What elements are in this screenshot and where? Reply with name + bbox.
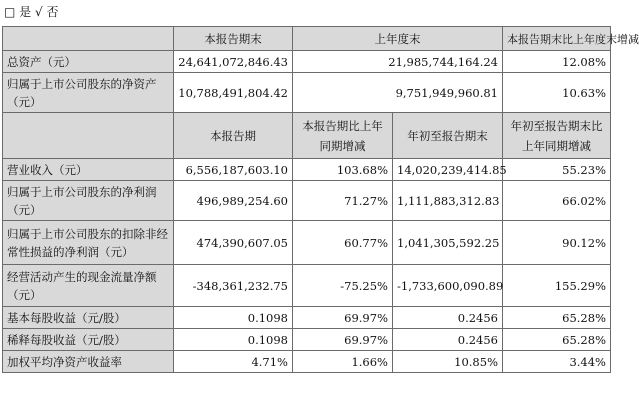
cell-value: 0.1098 <box>174 329 293 351</box>
cell-value: 496,989,254.60 <box>174 181 293 221</box>
cell-value: 3.44% <box>503 351 611 373</box>
cell-value: 60.77% <box>293 221 393 265</box>
row-label: 总资产（元） <box>3 51 174 73</box>
cell-value: 103.68% <box>293 159 393 181</box>
table-row <box>3 159 611 181</box>
table-row <box>3 307 611 329</box>
cell-value: 0.2456 <box>393 307 503 329</box>
checkbox-icon: □ <box>4 5 16 19</box>
table-row <box>3 73 611 113</box>
row-label: 归属于上市公司股东的净利润（元） <box>3 181 174 221</box>
cell-value: 14,020,239,414.85 <box>393 159 503 181</box>
cell-value: 66.02% <box>503 181 611 221</box>
t1-header-prior-year-end: 上年度末 <box>293 27 503 51</box>
cell-value: 4.71% <box>174 351 293 373</box>
cell-value: 10.63% <box>503 73 611 113</box>
cell-value: 6,556,187,603.10 <box>174 159 293 181</box>
cell-value: -348,361,232.75 <box>174 265 293 307</box>
cell-value: 474,390,607.05 <box>174 221 293 265</box>
table-row <box>3 51 611 73</box>
cell-value: 71.27% <box>293 181 393 221</box>
cell-value: 0.1098 <box>174 307 293 329</box>
cell-value: 1,041,305,592.25 <box>393 221 503 265</box>
row-label: 经营活动产生的现金流量净额（元） <box>3 265 174 307</box>
row-label: 归属于上市公司股东的净资产（元） <box>3 73 174 113</box>
t1-header-blank <box>3 27 174 51</box>
check-mark: √ <box>35 5 43 19</box>
cell-value: 69.97% <box>293 329 393 351</box>
t2-header-blank <box>3 113 174 159</box>
cell-value: 12.08% <box>503 51 611 73</box>
t2-header-current-period: 本报告期 <box>174 113 293 159</box>
cell-value: -75.25% <box>293 265 393 307</box>
cell-value: 65.28% <box>503 307 611 329</box>
t2-header-ytd: 年初至报告期末 <box>393 113 503 159</box>
t2-header-row <box>3 113 611 159</box>
cell-value: 9,751,949,960.81 <box>293 73 503 113</box>
yes-label: 是 <box>19 5 32 19</box>
cell-value: 55.23% <box>503 159 611 181</box>
t2-header-period-change: 本报告期比上年同期增减 <box>293 113 393 159</box>
cell-value: 1,111,883,312.83 <box>393 181 503 221</box>
cell-value: 1.66% <box>293 351 393 373</box>
cell-value: 155.29% <box>503 265 611 307</box>
row-label: 稀释每股收益（元/股） <box>3 329 174 351</box>
t2-header-ytd-change: 年初至报告期末比上年同期增减 <box>503 113 611 159</box>
no-label: 否 <box>46 5 59 19</box>
table-row <box>3 221 611 265</box>
row-label: 加权平均净资产收益率 <box>3 351 174 373</box>
table-row <box>3 265 611 307</box>
cell-value: -1,733,600,090.89 <box>393 265 503 307</box>
financial-table <box>2 26 639 373</box>
t1-header-current-end: 本报告期末 <box>174 27 293 51</box>
cell-value: 10,788,491,804.42 <box>174 73 293 113</box>
cell-value: 65.28% <box>503 329 611 351</box>
table-row <box>3 329 611 351</box>
t1-header-row <box>3 27 611 51</box>
row-label: 基本每股收益（元/股） <box>3 307 174 329</box>
row-label: 归属于上市公司股东的扣除非经常性损益的净利润（元） <box>3 221 174 265</box>
applicability-line <box>4 3 59 21</box>
table-row <box>3 181 611 221</box>
table-row <box>3 351 611 373</box>
cell-value: 0.2456 <box>393 329 503 351</box>
cell-value: 24,641,072,846.43 <box>174 51 293 73</box>
t1-header-change: 本报告期末比上年度末增减 <box>503 27 611 51</box>
cell-value: 90.12% <box>503 221 611 265</box>
cell-value: 21,985,744,164.24 <box>293 51 503 73</box>
cell-value: 10.85% <box>393 351 503 373</box>
cell-value: 69.97% <box>293 307 393 329</box>
row-label: 营业收入（元） <box>3 159 174 181</box>
